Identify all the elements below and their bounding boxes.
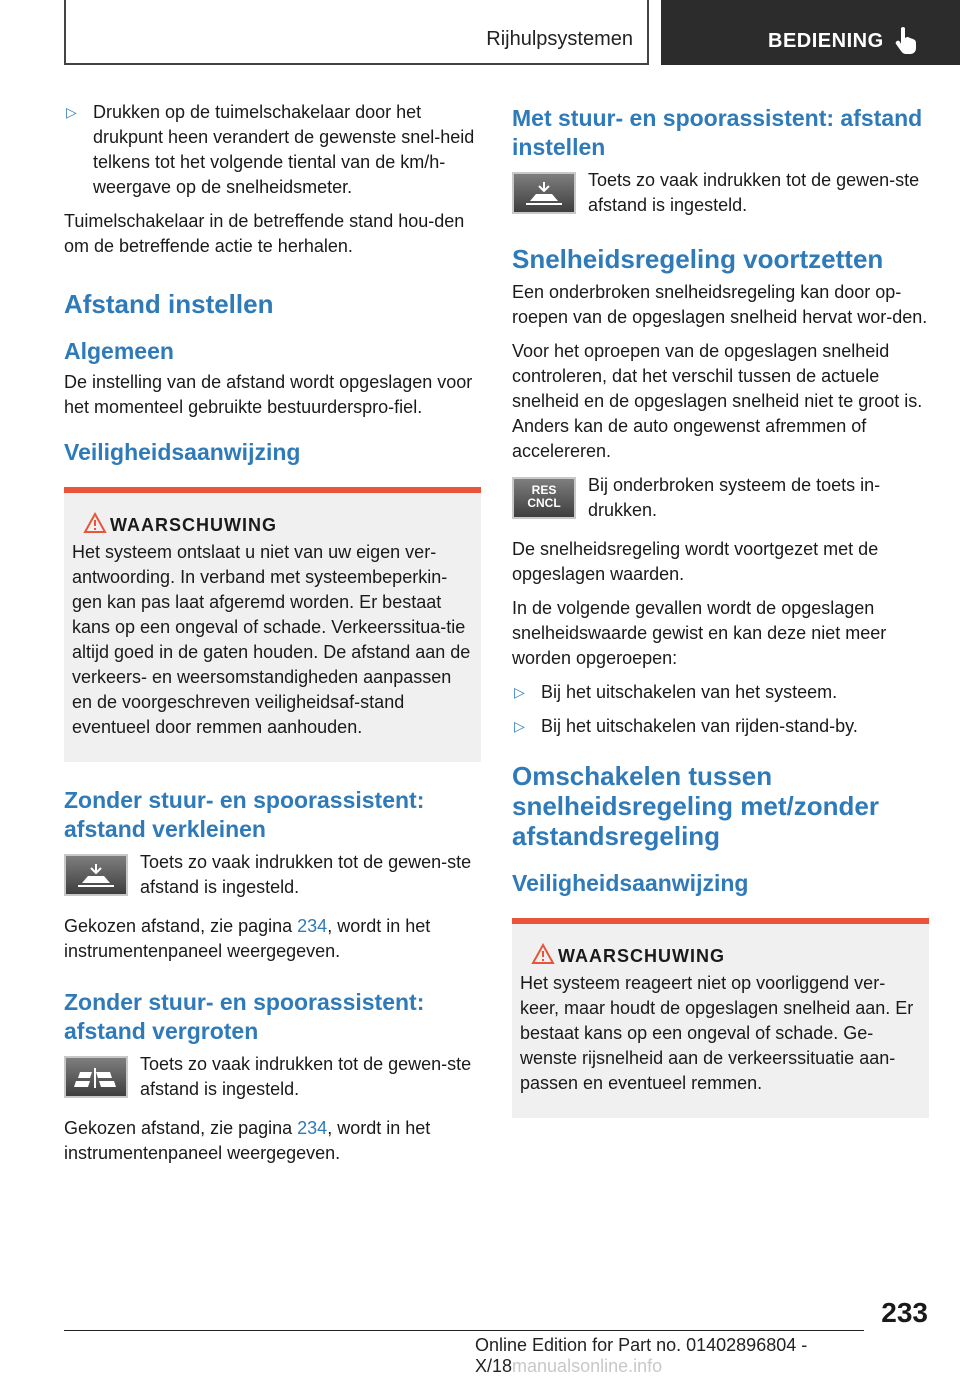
warning-triangle-icon bbox=[84, 513, 106, 533]
heading-veiligheidsaanwijzing: Veiligheidsaanwijzing bbox=[512, 870, 749, 896]
page-number: 233 bbox=[881, 1297, 928, 1328]
heading-snelheidsregeling-voortzetten: Snelheidsregeling voortzetten bbox=[512, 244, 884, 274]
header-chapter-title: BEDIENING bbox=[768, 30, 884, 52]
paragraph: Gekozen afstand, zie pagina 234, wordt in het instrumentenpaneel weergegeven. bbox=[64, 916, 431, 961]
paragraph: Gekozen afstand, zie pagina 234, wordt in het instrumentenpaneel weergegeven. bbox=[64, 1118, 431, 1163]
key-instruction bbox=[512, 473, 929, 523]
triangle-right-icon: ▷ bbox=[514, 684, 525, 700]
heading-met-stuur-assistent: Met stuur- en spoorassistent: afstand instellen bbox=[512, 105, 923, 160]
warning-triangle-icon bbox=[532, 944, 554, 964]
key-instruction-text: Toets zo vaak indrukken tot de gewen-ste afstand is ingesteld. bbox=[588, 170, 920, 215]
footer-divider bbox=[64, 1330, 864, 1331]
page-link[interactable]: 234 bbox=[297, 1118, 328, 1138]
right-column bbox=[512, 100, 929, 1118]
list-item: ▷ Bij het uitschakelen van rijden-stand-by. bbox=[512, 714, 929, 739]
paragraph: Tuimelschakelaar in de betreffende stand hou-den om de betreffende actie te herhalen. bbox=[64, 211, 465, 256]
heading-afstand-vergroten: Zonder stuur- en spoorassistent: afstand vergroten bbox=[64, 989, 425, 1044]
warning-text: Het systeem reageert niet op voorliggend ver-keer, maar houdt de opgeslagen snelheid aan. Er bestaat kans op een ongeval of schade. Ge-wenste rijsnelheid aan de verkeerssituatie aan-passen en eventueel remmen. bbox=[520, 973, 914, 1093]
heading-veiligheidsaanwijzing: Veiligheidsaanwijzing bbox=[64, 439, 301, 465]
key-instruction-text: Toets zo vaak indrukken tot de gewen-ste afstand is ingesteld. bbox=[140, 1054, 472, 1099]
warning-text: Het systeem ontslaat u niet van uw eigen ver-antwoording. In verband met systeembeperkin-gen kan pas laat afgeremd worden. Er bestaat kans op een ongeval of schade. Verkeerssitua-tie altijd goed in de gaten houden. De afstand aan de verkeers- en weersomstandigheden aanpassen en de voorgeschreven veiligheidsaf-stand eventueel door remmen aanhouden. bbox=[72, 542, 471, 737]
key-instruction bbox=[64, 1052, 481, 1102]
footer-edition: Online Edition for Part no. 01402896804 - X/18manualsonline.info bbox=[475, 1335, 808, 1376]
triangle-right-icon: ▷ bbox=[66, 104, 77, 120]
footer-watermark: manualsonline.info bbox=[512, 1356, 663, 1376]
heading-afstand-instellen: Afstand instellen bbox=[64, 289, 274, 319]
triangle-right-icon: ▷ bbox=[514, 718, 525, 734]
header-chapter-tab bbox=[661, 0, 960, 65]
warning-box bbox=[64, 487, 481, 762]
warning-title: WAARSCHUWING bbox=[520, 946, 921, 967]
key-instruction bbox=[512, 168, 929, 218]
warning-title: WAARSCHUWING bbox=[72, 515, 473, 536]
paragraph: Voor het oproepen van de opgeslagen snelheid controleren, dat het verschil tussen de actuele snelheid en de opgeslagen snelheid niet te groot is. Anders kan de auto ongewenst afremmen of accelereren. bbox=[512, 341, 923, 461]
key-instruction-text: Bij onderbroken systeem de toets in-drukken. bbox=[588, 475, 881, 520]
key-instruction bbox=[64, 850, 481, 900]
heading-afstand-verkleinen: Zonder stuur- en spoorassistent: afstand verkleinen bbox=[64, 787, 425, 842]
distance-decrease-key-icon bbox=[64, 854, 128, 896]
distance-increase-key-icon bbox=[64, 1056, 128, 1098]
pointing-hand-icon bbox=[895, 26, 919, 54]
heading-omschakelen: Omschakelen tussen snelheidsregeling met/zonder afstandsregeling bbox=[512, 761, 879, 851]
key-instruction-text: Toets zo vaak indrukken tot de gewen-ste afstand is ingesteld. bbox=[140, 852, 472, 897]
heading-algemeen: Algemeen bbox=[64, 338, 174, 364]
header-section-tab bbox=[64, 0, 649, 65]
list-item: ▷ Bij het uitschakelen van het systeem. bbox=[512, 680, 929, 705]
res-cncl-key-icon: RES CNCL bbox=[512, 477, 576, 519]
warning-box bbox=[512, 918, 929, 1118]
list-item bbox=[64, 100, 481, 200]
paragraph: De instelling van de afstand wordt opgeslagen voor het momenteel gebruikte bestuurderspro-fiel. bbox=[64, 372, 473, 417]
paragraph: Een onderbroken snelheidsregeling kan door op-roepen van de opgeslagen snelheid hervat wor-den. bbox=[512, 282, 928, 327]
header-section-title: Rijhulpsystemen bbox=[486, 28, 633, 50]
paragraph: In de volgende gevallen wordt de opgeslagen snelheidswaarde gewist en kan deze niet meer worden opgeroepen: bbox=[512, 598, 887, 668]
paragraph: De snelheidsregeling wordt voortgezet met de opgeslagen waarden. bbox=[512, 539, 879, 584]
page-link[interactable]: 234 bbox=[297, 916, 328, 936]
distance-decrease-key-icon bbox=[512, 172, 576, 214]
left-column bbox=[64, 100, 481, 1175]
list-item-text: Drukken op de tuimelschakelaar door het drukpunt heen verandert de gewenste snel-heid telkens tot het volgende tiental van de km/h-weergave op de snelheidsmeter. bbox=[93, 102, 475, 197]
